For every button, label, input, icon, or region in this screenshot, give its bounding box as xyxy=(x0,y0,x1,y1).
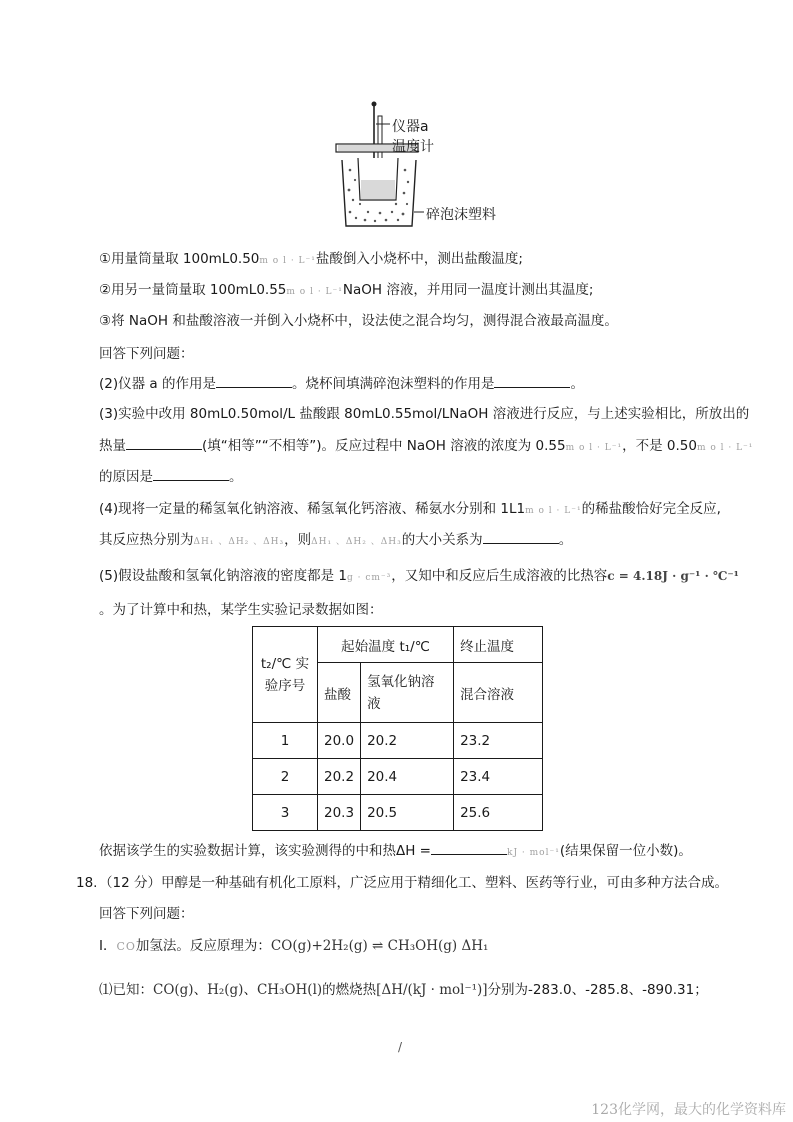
table-cell: 3 xyxy=(253,795,318,831)
table-cell: 25.6 xyxy=(454,795,543,831)
q4-text-c: 其反应热分别为 xyxy=(99,532,194,548)
q4-dh-list-1: ΔH₁ 、ΔH₂ 、ΔH₃ xyxy=(193,537,285,547)
q4-text-f: 。 xyxy=(558,532,573,548)
step-1 xyxy=(99,250,523,270)
q3-blank-2[interactable] xyxy=(153,468,229,481)
table-row xyxy=(253,759,543,795)
q4-text-b: 的稀盐酸恰好完全反应, xyxy=(581,501,721,517)
q3-text-d: 的原因是 xyxy=(99,469,153,485)
question-18-number: 18. xyxy=(76,875,98,891)
step-2-text-b: NaOH 溶液，并用同一温度计测出其温度; xyxy=(342,282,594,298)
table-cell: 23.2 xyxy=(454,723,543,759)
calc-dh: ΔH = xyxy=(396,843,431,859)
step-2-unit: m o l · L⁻¹ xyxy=(286,287,343,297)
question-5-line-2: 。为了计算中和热，某学生实验记录数据如图： xyxy=(99,602,383,618)
q18-known-text-c: 分别为-283.0、-285.8、-890.31； xyxy=(487,982,708,998)
step-3: ③将 NaOH 和盐酸溶液一并倒入小烧杯中，设法使之混合均匀，测得混合液最高温度。 xyxy=(99,313,618,329)
calc-text-b: (结果保留一位小数)。 xyxy=(559,843,692,859)
step-1-text-a: ①用量筒量取 100mL0.50 xyxy=(99,251,260,267)
q18-species-ch3oh: CH₃OH(l) xyxy=(256,982,323,998)
q3-text-e: 。 xyxy=(229,469,243,485)
calc-unit: kJ · mol⁻¹ xyxy=(507,848,560,858)
table-cell: 20.0 xyxy=(318,723,361,759)
table-subheader-naoh: 氢氧化钠溶液 xyxy=(361,663,454,723)
q4-text-d: ，则 xyxy=(284,532,312,548)
step-2 xyxy=(99,281,593,301)
table-row xyxy=(253,795,543,831)
table-cell: 1 xyxy=(253,723,318,759)
q3-text-b: (填“相等”“不相等”)。反应过程中 NaOH 溶液的浓度为 0.55 xyxy=(202,438,566,454)
q2-text-b: 。烧杯间填满碎泡沫塑料的作用是 xyxy=(291,376,495,392)
q18-part-1-numeral: Ⅰ． xyxy=(99,938,117,954)
q18-heat-unit: [ΔH/(kJ · mol⁻¹)] xyxy=(376,982,488,998)
q18-known-text-a: ⑴已知： xyxy=(99,982,153,998)
question-18-part-1 xyxy=(99,937,488,956)
q18-part-1-text: 加氢法。反应原理为： xyxy=(135,938,271,954)
step-1-unit: m o l · L⁻¹ xyxy=(259,256,316,266)
table-cell: 2 xyxy=(253,759,318,795)
table-cell: 20.5 xyxy=(361,795,454,831)
q4-dh-list-2: ΔH₁ 、ΔH₂ 、ΔH₃ xyxy=(311,537,402,547)
table-subheader-mixed: 混合溶液 xyxy=(454,663,543,723)
question-4-line-2 xyxy=(99,531,572,551)
q2-text-a: (2)仪器 a 的作用是 xyxy=(99,376,216,392)
data-table xyxy=(252,626,543,831)
table-subheader-hcl: 盐酸 xyxy=(318,663,361,723)
page-mark: / xyxy=(398,1040,403,1054)
q3-unit-1: m o l · L⁻¹ xyxy=(565,443,623,453)
q18-reaction: CO(g)+2H₂(g) ⇌ CH₃OH(g) ΔH₁ xyxy=(270,938,489,954)
q3-text-c: ，不是 0.50 xyxy=(622,438,697,454)
table-cell: 20.4 xyxy=(361,759,454,795)
question-4-line-1 xyxy=(99,500,721,520)
q18-known-text-b: 的燃烧热 xyxy=(322,982,377,998)
question-18-known: ⑴已知：CO(g)、H₂(g)、CH₃OH(l)的燃烧热[ΔH/(kJ · mol⁻¹)]分别为-283.0、-285.8、-890.31； xyxy=(99,982,708,998)
question-3-line-2 xyxy=(99,437,753,457)
calc-blank[interactable] xyxy=(431,842,507,855)
answer-prompt: 回答下列问题： xyxy=(99,346,194,362)
label-instrument-a: 仪器a xyxy=(392,119,429,135)
calculation-line xyxy=(99,842,692,862)
q2-blank-1[interactable] xyxy=(216,375,292,388)
table-cell: 23.4 xyxy=(454,759,543,795)
label-thermometer: 温度计 xyxy=(392,139,434,155)
table-cell: 20.3 xyxy=(318,795,361,831)
calc-text-a: 依据该学生的实验数据计算，该实验测得的中和热 xyxy=(99,843,396,859)
q3-blank-1[interactable] xyxy=(126,437,202,450)
question-2 xyxy=(99,375,584,393)
footer-watermark: 123化学网，最大的化学资料库 xyxy=(591,1102,786,1118)
q4-text-a: (4)现将一定量的稀氢氧化钠溶液、稀氢氧化钙溶液、稀氨水分别和 1L1 xyxy=(99,501,526,517)
step-1-text-b: 盐酸倒入小烧杯中，测出盐酸温度; xyxy=(315,251,523,267)
q18-co: CO xyxy=(116,940,136,953)
question-3-line-3 xyxy=(99,468,243,486)
q2-text-c: 。 xyxy=(570,376,584,392)
table-corner-header: t₂/℃ 实验序号 xyxy=(253,627,318,723)
q5-heat-capacity: c = 4.18J · g⁻¹ · ℃⁻¹ xyxy=(607,569,739,583)
q5-density-unit: g · cm⁻³ xyxy=(347,573,392,583)
table-cell: 20.2 xyxy=(318,759,361,795)
question-5-line-1 xyxy=(99,567,739,587)
q4-text-e: 的大小关系为 xyxy=(401,532,483,548)
q3-unit-2: m o l · L⁻¹ xyxy=(696,443,754,453)
table-end-temp-header: 终止温度 xyxy=(454,627,543,663)
q5-text-a: (5)假设盐酸和氢氧化钠溶液的密度都是 1 xyxy=(99,568,348,584)
q4-blank[interactable] xyxy=(483,531,559,544)
question-18-text: （12 分）甲醇是一种基础有机化工原料，广泛应用于精细化工、塑料、医药等行业，可由多种方法合成。 xyxy=(99,875,728,891)
q5-text-b: ，又知中和反应后生成溶液的比热容 xyxy=(391,568,608,584)
step-2-text-a: ②用另一量筒量取 100mL0.55 xyxy=(99,282,287,298)
question-18-prompt: 回答下列问题： xyxy=(99,906,194,922)
q3-text-a: 热量 xyxy=(99,438,126,454)
question-3-line-1: (3)实验中改用 80mL0.50mol/L 盐酸跟 80mL0.55mol/LNaOH 溶液进行反应，与上述实验相比，所放出的 xyxy=(99,406,750,422)
q2-blank-2[interactable] xyxy=(494,375,570,388)
q18-species-h2: H₂(g) xyxy=(207,982,244,998)
table-cell: 20.2 xyxy=(361,723,454,759)
label-foam: 碎泡沫塑料 xyxy=(426,207,496,223)
table-start-temp-header: 起始温度 t₁/℃ xyxy=(318,627,454,663)
q4-unit: m o l · L⁻¹ xyxy=(525,506,582,516)
q18-species-co: CO(g) xyxy=(153,982,194,998)
table-row xyxy=(253,723,543,759)
